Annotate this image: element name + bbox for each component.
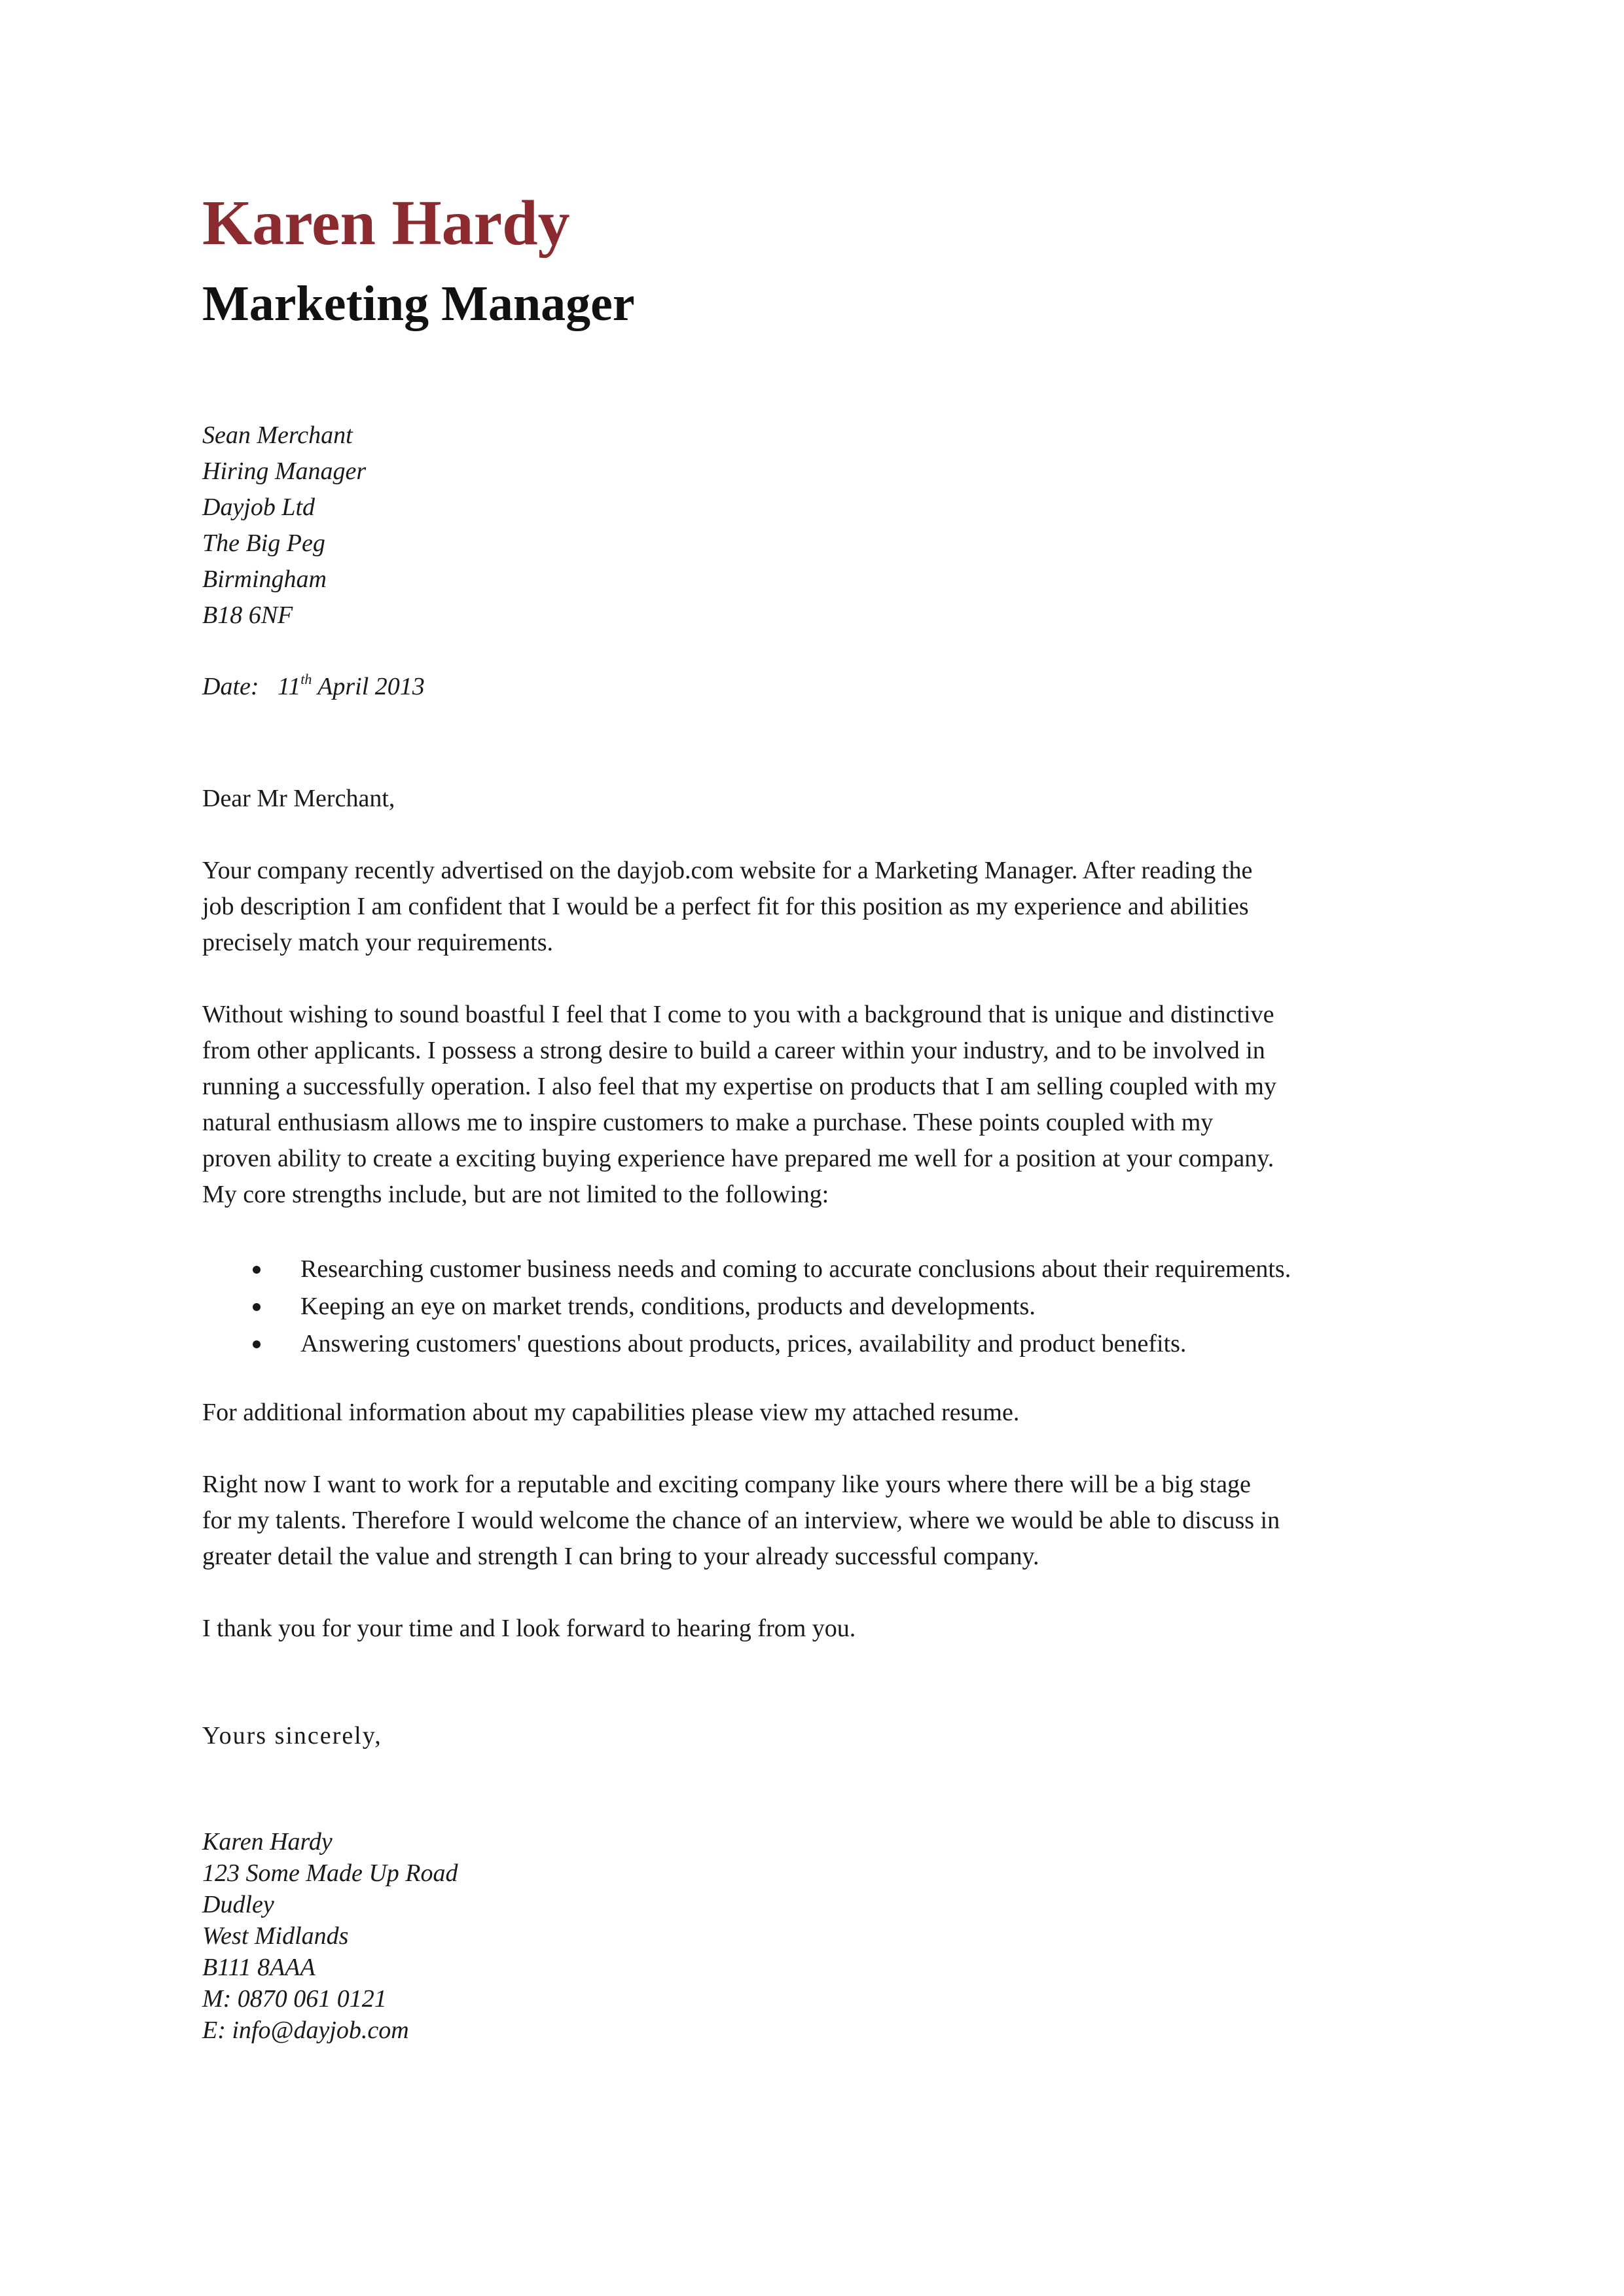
paragraph-intro xyxy=(202,853,1459,961)
list-item xyxy=(202,1251,1291,1288)
list-item xyxy=(202,1288,1291,1325)
date-label: Date: xyxy=(202,673,259,700)
recipient-street: The Big Peg xyxy=(202,529,325,557)
signature-postcode: B111 8AAA xyxy=(202,1954,316,1981)
recipient-address xyxy=(202,418,366,634)
signature-county: West Midlands xyxy=(202,1922,349,1950)
paragraph-line: I thank you for your time and I look forward to hearing from you. xyxy=(202,1615,856,1642)
bullet-icon xyxy=(253,1340,261,1348)
paragraph-line: running a successfully operation. I also feel that my expertise on products that I am selling coupled with my xyxy=(202,1073,1276,1100)
paragraph-line: job description I am confident that I would be a perfect fit for this position as my experience and abilities xyxy=(202,893,1249,920)
paragraph-line: For additional information about my capabilities please view my attached resume. xyxy=(202,1399,1020,1426)
paragraph-line: from other applicants. I possess a strong desire to build a career within your industry, and to be involved in xyxy=(202,1037,1265,1064)
paragraph-line: Without wishing to sound boastful I feel that I come to you with a background that is unique and distinctive xyxy=(202,1001,1274,1028)
paragraph-line: Your company recently advertised on the dayjob.com website for a Marketing Manager. After reading the xyxy=(202,857,1253,884)
letter-date xyxy=(202,669,425,705)
strengths-list xyxy=(202,1251,1291,1363)
sender-name: Karen Hardy xyxy=(202,188,570,259)
recipient-role: Hiring Manager xyxy=(202,457,367,485)
signature-name: Karen Hardy xyxy=(202,1828,333,1856)
salutation: Dear Mr Merchant, xyxy=(202,785,395,812)
recipient-postcode: B18 6NF xyxy=(202,601,293,629)
list-item-text: Researching customer business needs and coming to accurate conclusions about their requirements. xyxy=(300,1255,1291,1283)
paragraph-resume xyxy=(202,1395,1459,1431)
date-suffix: th xyxy=(300,671,312,687)
paragraph-interview xyxy=(202,1467,1459,1575)
list-item xyxy=(202,1325,1291,1363)
sender-signature-block xyxy=(202,1826,458,2046)
recipient-name: Sean Merchant xyxy=(202,422,353,449)
paragraph-line: natural enthusiasm allows me to inspire customers to make a purchase. These points coupled with my xyxy=(202,1109,1214,1136)
paragraph-line: My core strengths include, but are not limited to the following: xyxy=(202,1181,829,1208)
paragraph-line: greater detail the value and strength I can bring to your already successful company. xyxy=(202,1543,1039,1570)
signature-town: Dudley xyxy=(202,1891,274,1918)
list-item-text: Answering customers' questions about products, prices, availability and product benefits. xyxy=(300,1330,1187,1357)
paragraph-thanks xyxy=(202,1611,1459,1647)
recipient-company: Dayjob Ltd xyxy=(202,493,316,521)
bullet-icon xyxy=(253,1266,261,1274)
paragraph-line: proven ability to create a exciting buying experience have prepared me well for a position at your company. xyxy=(202,1145,1274,1172)
job-title: Marketing Manager xyxy=(202,276,635,331)
date-day: 11 xyxy=(278,673,301,700)
paragraph-line: precisely match your requirements. xyxy=(202,929,554,956)
paragraph-line: Right now I want to work for a reputable and exciting company like yours where there will be a big stage xyxy=(202,1471,1251,1498)
signature-mobile: M: 0870 061 0121 xyxy=(202,1985,387,2013)
list-item-text: Keeping an eye on market trends, conditions, products and developments. xyxy=(300,1293,1036,1320)
paragraph-line: for my talents. Therefore I would welcome the chance of an interview, where we would be able to discuss in xyxy=(202,1507,1280,1534)
closing: Yours sincerely, xyxy=(202,1722,382,1749)
recipient-city: Birmingham xyxy=(202,565,327,593)
signature-email: E: info@dayjob.com xyxy=(202,2017,409,2044)
date-month-year: April 2013 xyxy=(317,673,425,700)
signature-street: 123 Some Made Up Road xyxy=(202,1859,458,1887)
paragraph-background xyxy=(202,997,1459,1213)
bullet-icon xyxy=(253,1303,261,1311)
